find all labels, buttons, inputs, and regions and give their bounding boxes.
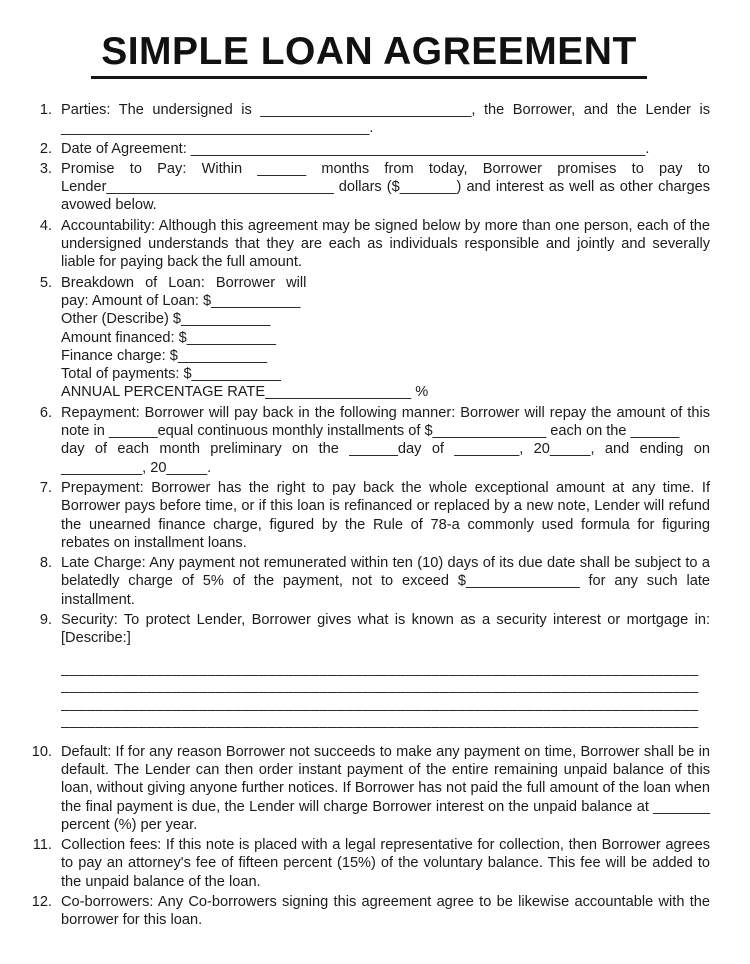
clause-body <box>61 101 710 138</box>
clause-number: 12. <box>31 893 52 910</box>
clause-number: 8. <box>39 555 52 572</box>
clause-number: 10. <box>31 743 52 760</box>
breakdown-line-total-payments: Total of payments: $___________ <box>61 366 281 383</box>
clause-security <box>28 611 710 741</box>
clause-co-borrowers <box>28 893 710 930</box>
clause-body <box>61 217 710 272</box>
breakdown-line-amount-of-loan: pay: Amount of Loan: $___________ <box>61 292 301 309</box>
clause-body <box>61 160 710 215</box>
security-description-blanks <box>61 661 710 731</box>
clause-number: 6. <box>39 404 52 421</box>
breakdown-line-other: Other (Describe) $___________ <box>61 311 271 328</box>
breakdown-line: Breakdown of Loan: Borrower will <box>61 274 307 291</box>
clause-paragraph: Collection fees: If this note is placed with a legal representative for collection, then Borrower agrees to pay an attorney's fee of fifteen percent (15%) of the voluntary balance. This fee will be added to the unpaid balance of the loan. <box>61 837 710 890</box>
fill-in-line: __________________________________________________________________________ <box>61 713 699 730</box>
breakdown-line-finance-charge: Finance charge: $___________ <box>61 347 268 364</box>
clause-default <box>28 743 710 834</box>
clause-body <box>61 274 710 402</box>
clause-number: 7. <box>39 479 52 496</box>
clause-paragraph: day of each month preliminary on the ______day of ________, 20_____, and ending on __________, 20_____. <box>61 441 710 476</box>
clause-body <box>61 479 710 552</box>
clause-number: 5. <box>39 274 52 291</box>
clause-paragraph: Accountability: Although this agreement may be signed below by more than one person, each of the undersigned understands that they are each as individuals responsible and jointly and severally liable for paying back the full amount. <box>61 217 710 271</box>
clause-body <box>61 893 710 930</box>
clause-number: 11. <box>32 837 52 854</box>
clause-paragraph: Parties: The undersigned is __________________________, the Borrower, and the Lender is ______________________________________. <box>61 102 710 137</box>
clause-paragraph: Late Charge: Any payment not remunerated within ten (10) days of its due date shall be subject to a belatedly charge of 5% of the payment, not to exceed $______________ for any such late installment. <box>61 555 710 608</box>
clause-repayment <box>28 404 710 477</box>
clause-number: 2. <box>39 140 52 157</box>
clause-late-charge <box>28 554 710 609</box>
clause-paragraph: Promise to Pay: Within ______ months from today, Borrower promises to pay to Lender____________________________ dollars ($_______) and interest as well as other charges avowed below. <box>61 160 710 214</box>
clause-paragraph: Prepayment: Borrower has the right to pay back the whole exceptional amount at any time. If Borrower pays before time, or if this loan is refinanced or replaced by a new note, Lender will refund the unearned finance charge, figured by the Rule of 78-a commonly used formula for figuring rebates on installment loans. <box>61 479 710 551</box>
clause-paragraph: Date of Agreement: ________________________________________________________. <box>61 140 650 157</box>
breakdown-line-amount-financed: Amount financed: $___________ <box>61 329 277 346</box>
clause-body <box>61 404 710 477</box>
fill-in-line: __________________________________________________________________________ <box>61 660 699 677</box>
clause-number: 4. <box>39 217 52 234</box>
clause-collection-fees <box>28 836 710 891</box>
clause-accountability <box>28 217 710 272</box>
clause-body <box>61 140 710 158</box>
clause-paragraph: Co-borrowers: Any Co-borrowers signing this agreement agree to be likewise accountable with the borrower for this loan. <box>61 893 710 929</box>
clause-number: 1. <box>39 102 52 118</box>
clause-number: 3. <box>39 160 52 177</box>
clause-body <box>61 836 710 891</box>
document-title: SIMPLE LOAN AGREEMENT <box>91 30 647 79</box>
clause-prepayment <box>28 479 710 552</box>
clause-paragraph: Repayment: Borrower will pay back in the following manner: Borrower will repay the amount of this note in ______equal continuous monthly installments of $______________ each on the ______ <box>61 404 710 440</box>
clause-date-of-agreement <box>28 140 710 158</box>
clause-body <box>61 554 710 609</box>
clause-paragraph: Default: If for any reason Borrower not succeeds to make any payment on time, Borrower shall be in default. The Lender can then order instant payment of the entire remaining unpaid balance of this loan, without giving anyone further notices. If Borrower has not paid the full amount of the loan when the final payment is due, the Lender will charge Borrower interest on the unpaid balance at _______ percent (%) per year. <box>61 743 710 833</box>
clause-paragraph: Security: To protect Lender, Borrower gives what is known as a security interest or mortgage in: [Describe:] <box>61 612 710 647</box>
clause-promise-to-pay <box>28 160 710 215</box>
fill-in-line: __________________________________________________________________________ <box>61 678 699 695</box>
fill-in-line: __________________________________________________________________________ <box>61 695 699 712</box>
title-wrap <box>28 30 710 79</box>
breakdown-line-apr: ANNUAL PERCENTAGE RATE__________________ % <box>61 384 429 401</box>
clause-parties <box>28 101 710 138</box>
clause-body <box>61 743 710 834</box>
clause-body <box>61 611 710 741</box>
clause-breakdown-of-loan <box>28 274 710 402</box>
clause-number: 9. <box>39 612 52 629</box>
